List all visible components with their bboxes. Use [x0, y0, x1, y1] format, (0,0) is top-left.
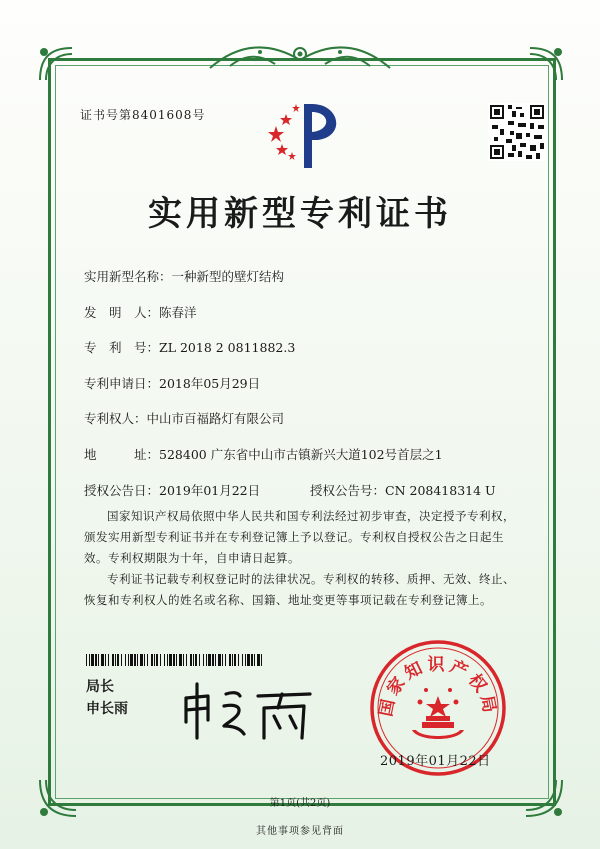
grant-date-row	[84, 481, 260, 499]
top-right-ornament-icon	[526, 44, 566, 84]
field-value: 2018年05月29日	[159, 376, 261, 391]
footer-note: 其他事项参见背面	[256, 826, 344, 837]
grant-number-row	[310, 481, 496, 499]
cnipa-logo-icon	[262, 96, 352, 176]
utility-model-name-row	[84, 267, 284, 285]
patentee-row	[84, 409, 284, 427]
field-label: 授权公告日：	[84, 483, 160, 498]
field-label: 实用新型名称：	[84, 269, 172, 284]
field-value: 一种新型的壁灯结构	[171, 269, 285, 284]
top-left-ornament-icon	[36, 44, 76, 84]
field-value: 中山市百福路灯有限公司	[146, 411, 285, 426]
field-label: 地 址：	[84, 447, 160, 462]
director-name: 申长雨	[86, 701, 128, 717]
barcode-icon	[86, 654, 266, 666]
handwritten-signature-icon	[178, 676, 318, 746]
field-label: 专利申请日：	[84, 376, 160, 391]
address-row	[84, 445, 443, 463]
field-value: CN 208418314 U	[385, 483, 496, 498]
certificate-number: 证书号第8401608号	[80, 108, 206, 122]
director-title: 局长	[86, 679, 114, 695]
legal-status-paragraph: 专利证书记载专利权登记时的法律状况。专利权的转移、质押、无效、终止、恢复和专利权人的姓名或名称、国籍、地址变更等事项记载在专利登记簿上。	[84, 572, 515, 607]
field-value: 陈春洋	[159, 305, 197, 320]
top-ornament-icon	[200, 40, 400, 76]
field-value: ZL 2018 2 0811882.3	[159, 340, 296, 355]
page-number: 第1页(共2页)	[269, 798, 331, 809]
qr-code-icon	[488, 103, 546, 161]
certificate-title: 实用新型专利证书	[148, 194, 452, 234]
seal-date: 2019年01月22日	[380, 754, 491, 769]
field-value: 2019年01月22日	[159, 483, 261, 498]
grant-statement-paragraph: 国家知识产权局依照中华人民共和国专利法经过初步审查，决定授予专利权，颁发实用新型专利证书并在专利登记簿上予以登记。专利权自授权公告之日起生效。专利权期限为十年，自申请日起算。	[84, 509, 515, 565]
field-label: 专利权人：	[84, 411, 147, 426]
field-value: 528400 广东省中山市古镇新兴大道102号首层之1	[159, 447, 443, 462]
inventor-row	[84, 303, 197, 321]
field-label: 发 明 人：	[84, 305, 160, 320]
filing-date-row	[84, 374, 260, 392]
field-label: 授权公告号：	[310, 483, 386, 498]
patent-number-row	[84, 338, 295, 356]
seal-text: 国家知识产权局	[376, 655, 500, 719]
field-label: 专 利 号：	[84, 340, 160, 355]
